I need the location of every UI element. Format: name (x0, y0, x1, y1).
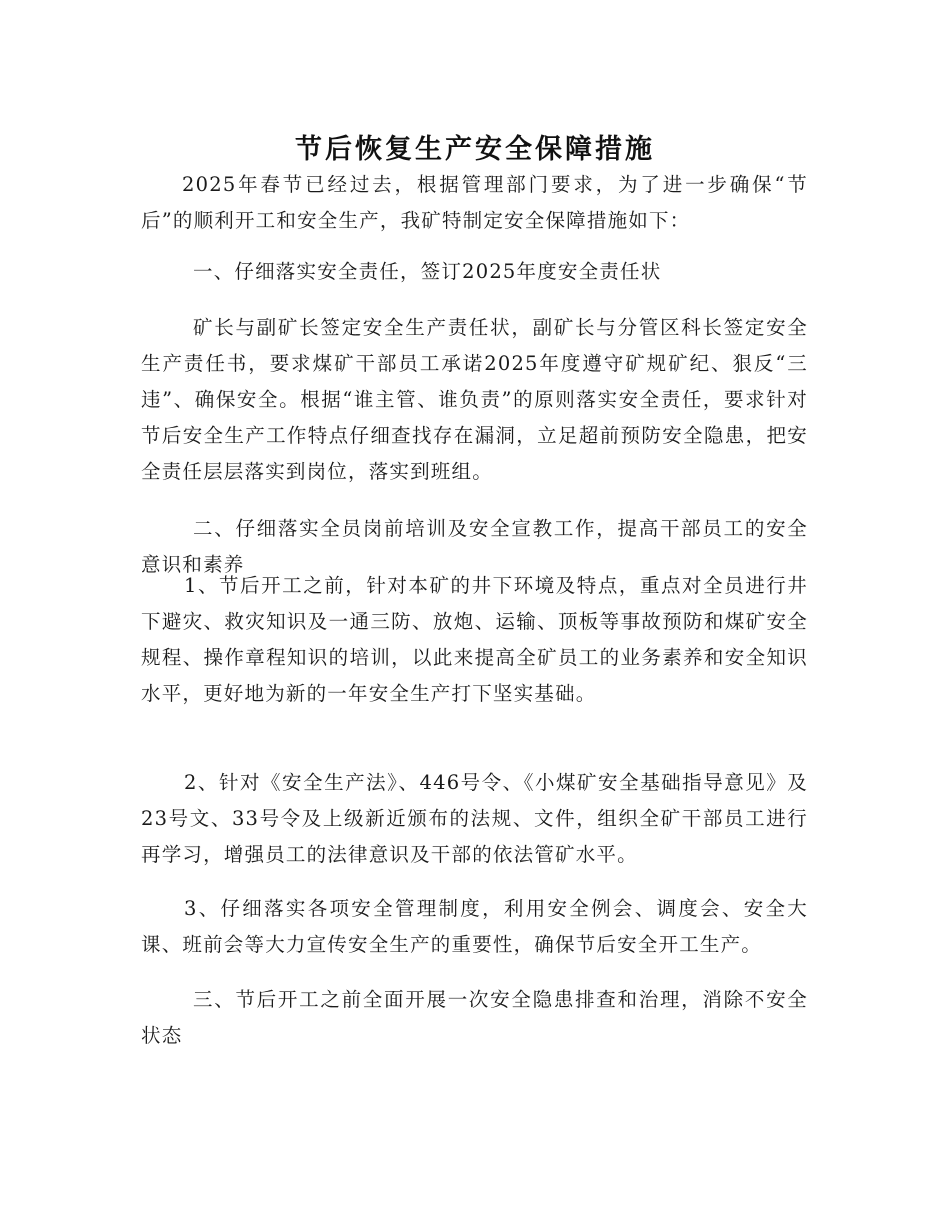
document-title: 节后恢复生产安全保障措施 (295, 134, 655, 166)
list-item-2: 2、针对《安全生产法》、446号令、《小煤矿安全基础指导意见》及23号文、33号令及上级新近颁布的法规、文件，组织全矿干部员工进行再学习，增强员工的法律意识及干部的依法管矿水平。 (141, 771, 808, 866)
section-heading-2: 二、仔细落实全员岗前培训及安全宣教工作，提高干部员工的安全意识和素养 (141, 517, 808, 576)
section-heading-1: 一、仔细落实安全责任，签订2025年度安全责任状 (193, 260, 662, 283)
section-heading-3: 三、节后开工之前全面开展一次安全隐患排查和治理，消除不安全状态 (141, 988, 808, 1047)
list-item-1: 1、节后开工之前，针对本矿的井下环境及特点，重点对全员进行井下避灾、救灾知识及一通三防、放炮、运输、顶板等事故预防和煤矿安全规程、操作章程知识的培训，以此来提高全矿员工的业务素养和安全知识水平，更好地为新的一年安全生产打下坚实基础。 (141, 574, 808, 705)
section-body-1: 矿长与副矿长签定安全生产责任状，副矿长与分管区科长签定安全生产责任书，要求煤矿干部员工承诺2025年度遵守矿规矿纪、狠反“三违”、确保安全。根据“谁主管、谁负责”的原则落实安全责任，要求针对节后安全生产工作特点仔细查找存在漏洞，立足超前预防安全隐患，把安全责任层层落实到岗位，落实到班组。 (141, 316, 808, 483)
list-item-3: 3、仔细落实各项安全管理制度，利用安全例会、调度会、安全大课、班前会等大力宣传安全生产的重要性，确保节后安全开工生产。 (141, 897, 808, 956)
intro-paragraph: 2025年春节已经过去，根据管理部门要求，为了进一步确保“节后”的顺利开工和安全生产，我矿特制定安全保障措施如下： (141, 173, 808, 232)
